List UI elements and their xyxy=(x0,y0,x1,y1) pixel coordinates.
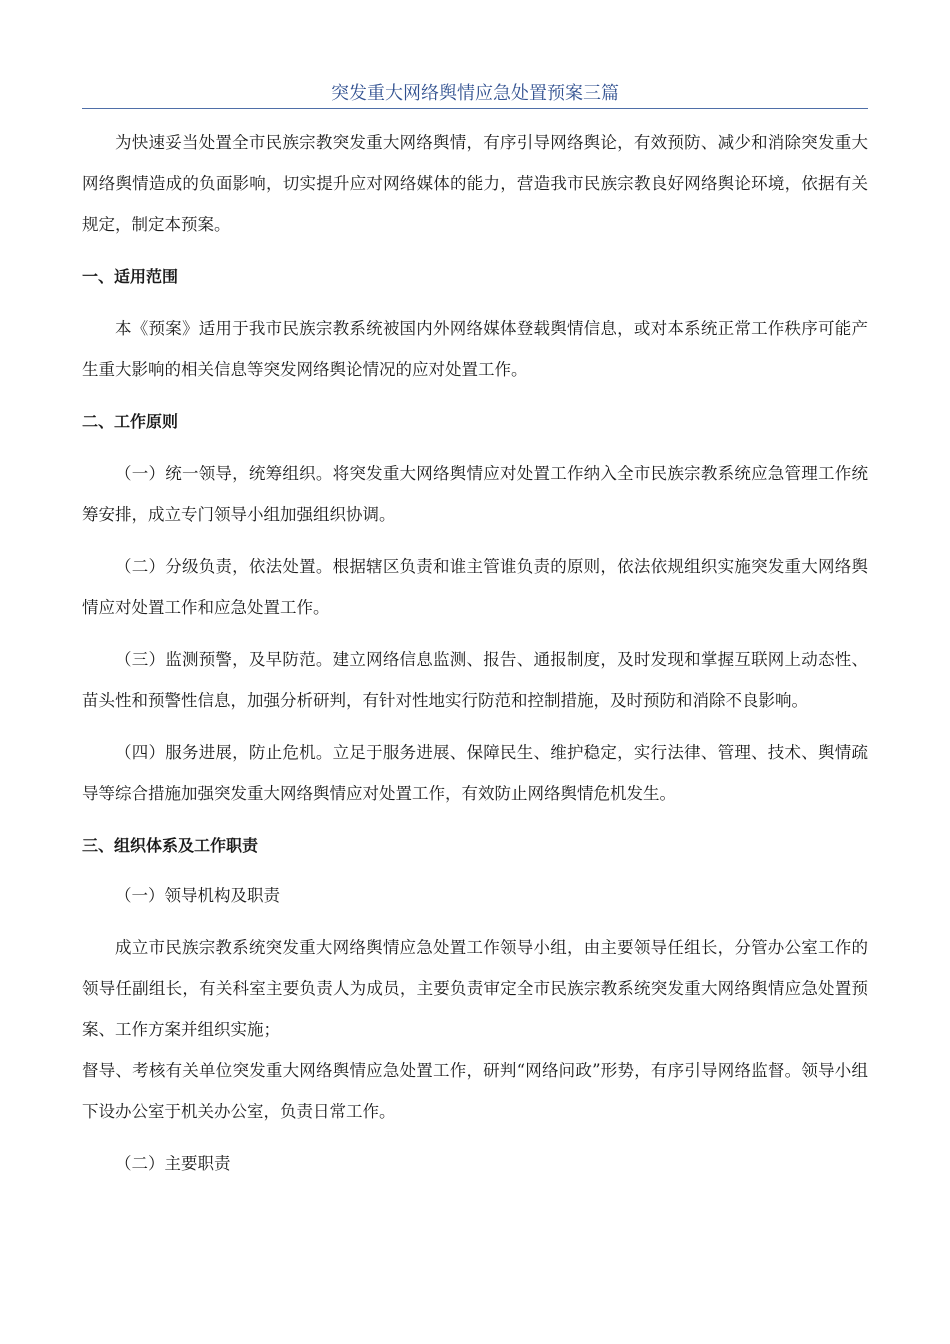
document-body xyxy=(82,122,868,1184)
principle-paragraph-4: （四）服务进展，防止危机。立足于服务进展、保障民生、维护稳定，实行法律、管理、技术、舆情疏导等综合措施加强突发重大网络舆情应对处置工作，有效防止网络舆情危机发生。 xyxy=(82,743,868,803)
section-heading-principles: 二、工作原则 xyxy=(82,412,179,431)
subheading-main-duties: （二）主要职责 xyxy=(115,1154,231,1173)
section-heading-scope: 一、适用范围 xyxy=(82,267,179,286)
principle-paragraph-2: （二）分级负责，依法处置。根据辖区负责和谁主管谁负责的原则，依法依规组织实施突发重大网络舆情应对处置工作和应急处置工作。 xyxy=(82,557,868,617)
subheading-leadership: （一）领导机构及职责 xyxy=(115,886,280,905)
leadership-paragraph-continued: 督导、考核有关单位突发重大网络舆情应急处置工作，研判“网络问政”形势，有序引导网络监督。领导小组下设办公室于机关办公室，负责日常工作。 xyxy=(82,1061,868,1121)
leadership-paragraph: 成立市民族宗教系统突发重大网络舆情应急处置工作领导小组，由主要领导任组长，分管办公室工作的领导任副组长，有关科室主要负责人为成员，主要负责审定全市民族宗教系统突发重大网络舆情应急处置预案、工作方案并组织实施； xyxy=(82,938,868,1039)
page-title: 突发重大网络舆情应急处置预案三篇 xyxy=(331,83,619,104)
principle-paragraph-1: （一）统一领导，统筹组织。将突发重大网络舆情应对处置工作纳入全市民族宗教系统应急管理工作统筹安排，成立专门领导小组加强组织协调。 xyxy=(82,464,868,524)
page-header xyxy=(82,80,868,109)
principle-paragraph-3: （三）监测预警，及早防范。建立网络信息监测、报告、通报制度，及时发现和掌握互联网上动态性、苗头性和预警性信息，加强分析研判，有针对性地实行防范和控制措施，及时预防和消除不良影响。 xyxy=(82,650,868,710)
section-heading-organization: 三、组织体系及工作职责 xyxy=(82,836,259,855)
intro-paragraph: 为快速妥当处置全市民族宗教突发重大网络舆情，有序引导网络舆论，有效预防、减少和消除突发重大网络舆情造成的负面影响，切实提升应对网络媒体的能力，营造我市民族宗教良好网络舆论环境，依据有关规定，制定本预案。 xyxy=(82,133,868,234)
scope-paragraph: 本《预案》适用于我市民族宗教系统被国内外网络媒体登载舆情信息，或对本系统正常工作秩序可能产生重大影响的相关信息等突发网络舆论情况的应对处置工作。 xyxy=(82,319,868,379)
